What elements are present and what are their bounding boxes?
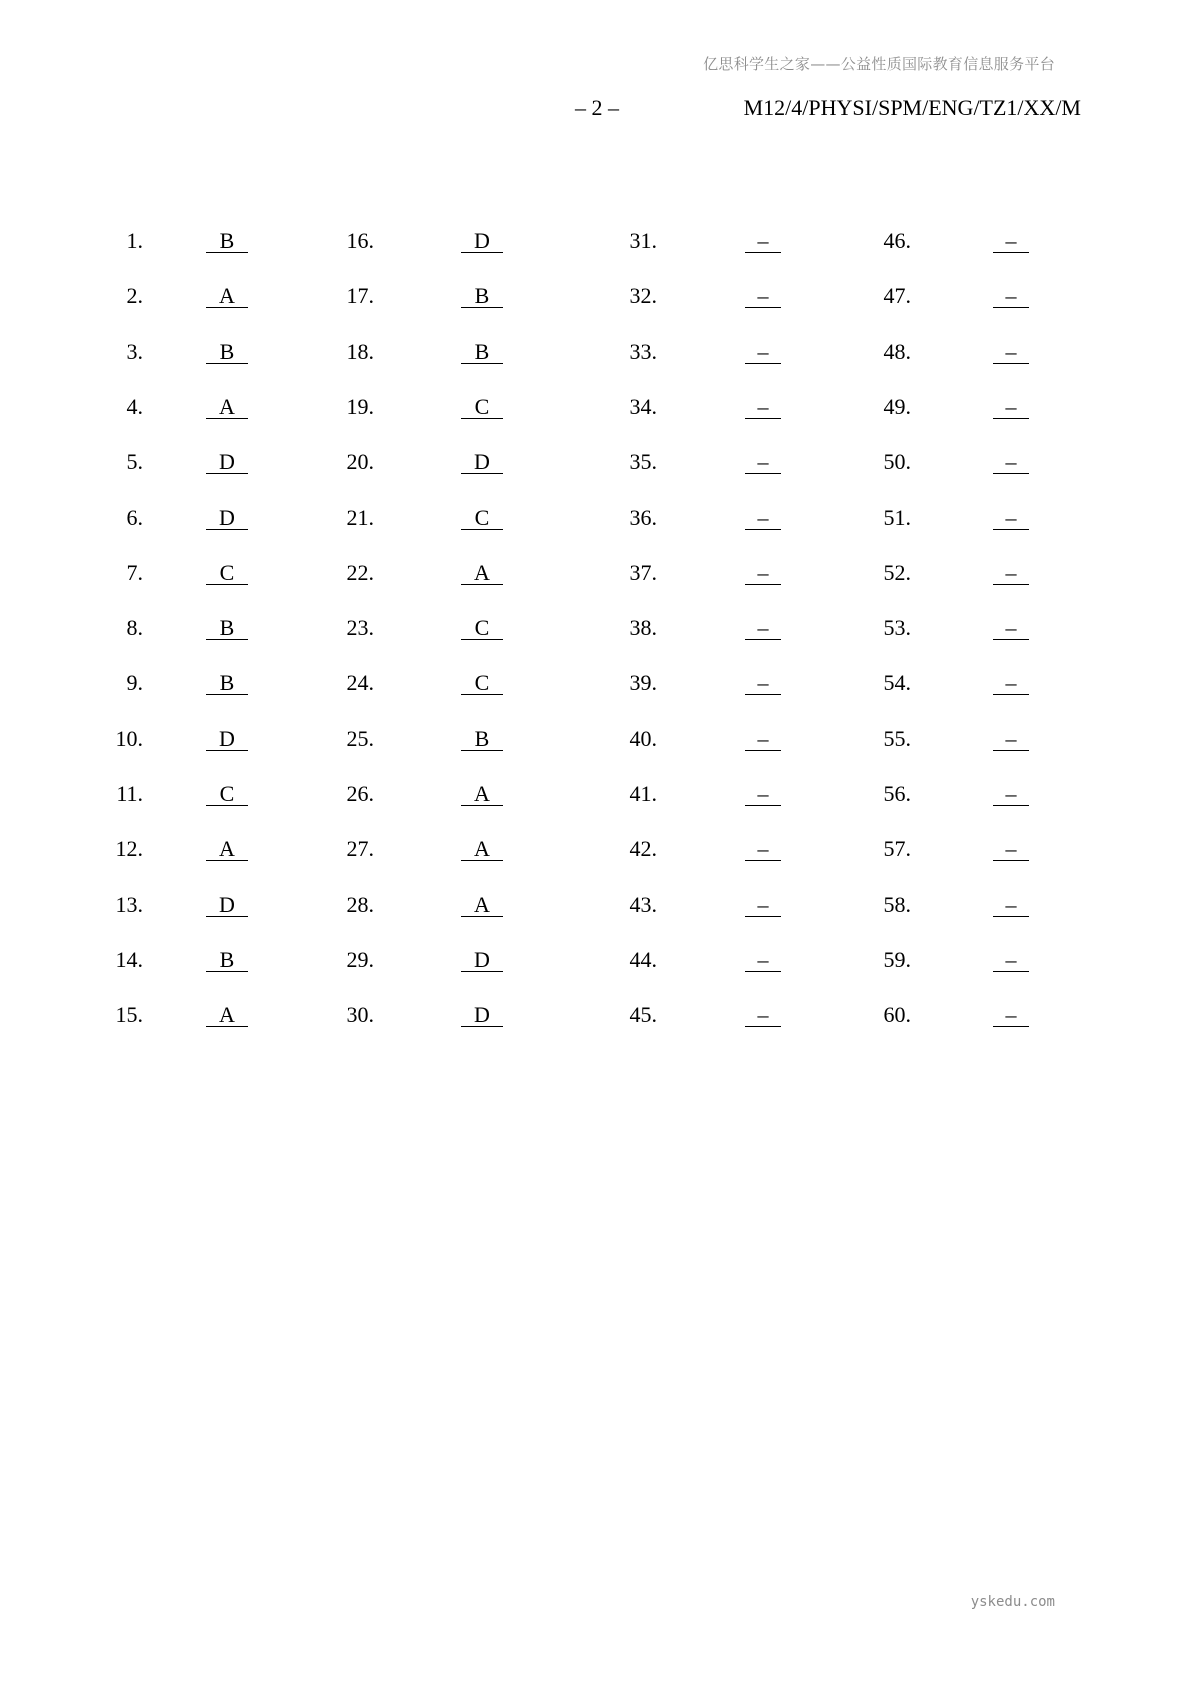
answer-row: [0, 1002, 1191, 1038]
answer-key: A: [206, 836, 248, 861]
answer-key: –: [993, 228, 1029, 253]
answer-key: D: [206, 449, 248, 474]
question-number: 57.: [883, 836, 911, 862]
answer-key: C: [461, 394, 503, 419]
answer-key: –: [993, 394, 1029, 419]
question-number: 41.: [629, 781, 657, 806]
question-number: 3.: [126, 338, 143, 364]
question-number: 28.: [346, 891, 374, 917]
question-number: 8.: [126, 615, 143, 641]
question-number: 23.: [346, 615, 374, 641]
question-number: 55.: [883, 725, 911, 751]
question-number: 50.: [883, 449, 911, 475]
question-number: 39.: [629, 670, 657, 696]
question-number: 49.: [883, 393, 911, 419]
question-number: 26.: [346, 781, 374, 806]
answer-key: D: [206, 505, 248, 530]
answer-key: –: [745, 892, 781, 917]
question-number: 21.: [346, 504, 374, 530]
page-number: – 2 –: [575, 95, 619, 120]
answer-key: –: [745, 283, 781, 308]
question-number: 45.: [629, 1002, 657, 1028]
question-number: 18.: [346, 338, 374, 364]
answer-key: –: [993, 560, 1029, 585]
question-number: 44.: [629, 946, 657, 972]
question-number: 53.: [883, 615, 911, 641]
question-number: 47.: [883, 283, 911, 309]
answer-key: B: [206, 670, 248, 695]
question-number: 43.: [629, 891, 657, 917]
answer-key: –: [745, 781, 781, 806]
question-number: 59.: [883, 946, 911, 972]
question-number: 38.: [629, 615, 657, 641]
answer-key: C: [461, 670, 503, 695]
answer-key: C: [461, 615, 503, 640]
answer-key: –: [745, 1002, 781, 1027]
answer-key: D: [461, 449, 503, 474]
answer-key: –: [745, 670, 781, 695]
question-number: 6.: [126, 504, 143, 530]
question-number: 58.: [883, 891, 911, 917]
question-number: 17.: [346, 283, 374, 309]
question-number: 52.: [883, 559, 911, 585]
answer-key: D: [461, 947, 503, 972]
question-number: 15.: [115, 1002, 143, 1028]
question-number: 2.: [126, 283, 143, 309]
answer-key: A: [461, 892, 503, 917]
answer-key: –: [993, 670, 1029, 695]
answer-key: –: [993, 615, 1029, 640]
answer-key: D: [461, 228, 503, 253]
answer-key: –: [993, 726, 1029, 751]
answer-key: –: [745, 836, 781, 861]
question-number: 22.: [346, 559, 374, 585]
answer-key: B: [206, 228, 248, 253]
answer-key: A: [206, 1002, 248, 1027]
question-number: 40.: [629, 725, 657, 751]
question-number: 36.: [629, 504, 657, 530]
answer-key: A: [461, 560, 503, 585]
answer-row: [0, 726, 1191, 762]
answer-key: –: [745, 449, 781, 474]
answer-row: [0, 283, 1191, 319]
answer-key: –: [993, 947, 1029, 972]
question-number: 32.: [629, 283, 657, 309]
answer-key: B: [461, 283, 503, 308]
question-number: 16.: [346, 228, 374, 253]
answer-key: –: [745, 394, 781, 419]
answer-key: –: [993, 505, 1029, 530]
answer-key: –: [745, 726, 781, 751]
answer-key: C: [206, 560, 248, 585]
question-number: 51.: [883, 504, 911, 530]
question-number: 7.: [126, 559, 143, 585]
answer-row: [0, 339, 1191, 375]
answer-key: –: [745, 505, 781, 530]
question-number: 4.: [126, 393, 143, 419]
answer-key: C: [206, 781, 248, 806]
answer-row: [0, 892, 1191, 928]
answer-key: D: [461, 1002, 503, 1027]
answer-key: B: [461, 339, 503, 364]
question-number: 46.: [883, 228, 911, 253]
question-number: 14.: [115, 946, 143, 972]
answer-row: [0, 836, 1191, 872]
question-number: 10.: [115, 725, 143, 751]
answer-row: [0, 670, 1191, 706]
answer-key: –: [745, 947, 781, 972]
answer-key: A: [206, 283, 248, 308]
question-number: 13.: [115, 891, 143, 917]
answer-row: [0, 615, 1191, 651]
answer-key: B: [461, 726, 503, 751]
question-number: 33.: [629, 338, 657, 364]
question-number: 30.: [346, 1002, 374, 1028]
answer-key: –: [993, 892, 1029, 917]
question-number: 42.: [629, 836, 657, 862]
question-number: 60.: [883, 1002, 911, 1028]
answer-key: B: [206, 339, 248, 364]
answer-row: [0, 394, 1191, 430]
answer-key: A: [206, 394, 248, 419]
question-number: 48.: [883, 338, 911, 364]
answer-row: [0, 781, 1191, 817]
answer-key: –: [993, 1002, 1029, 1027]
answer-key: D: [206, 726, 248, 751]
question-number: 37.: [629, 559, 657, 585]
answer-key: –: [745, 339, 781, 364]
question-number: 1.: [126, 228, 143, 253]
question-number: 25.: [346, 725, 374, 751]
question-number: 35.: [629, 449, 657, 475]
answer-key: –: [993, 449, 1029, 474]
answer-row: [0, 947, 1191, 983]
question-number: 31.: [629, 228, 657, 253]
question-number: 9.: [126, 670, 143, 696]
question-number: 24.: [346, 670, 374, 696]
question-number: 11.: [116, 781, 143, 806]
answer-key: –: [745, 615, 781, 640]
header-watermark: 亿思科学生之家——公益性质国际教育信息服务平台: [703, 55, 1055, 73]
answer-row: [0, 449, 1191, 485]
question-number: 29.: [346, 946, 374, 972]
answer-key: –: [993, 339, 1029, 364]
answer-row: [0, 505, 1191, 541]
document-code: M12/4/PHYSI/SPM/ENG/TZ1/XX/M: [743, 95, 1081, 120]
question-number: 12.: [115, 836, 143, 862]
question-number: 27.: [346, 836, 374, 862]
answer-key: –: [993, 283, 1029, 308]
question-number: 34.: [629, 393, 657, 419]
question-number: 5.: [126, 449, 143, 475]
answer-key: A: [461, 781, 503, 806]
answer-key: –: [745, 560, 781, 585]
answer-key: –: [745, 228, 781, 253]
answer-key: D: [206, 892, 248, 917]
answer-row: [0, 228, 1191, 264]
answer-key: C: [461, 505, 503, 530]
answer-row: [0, 560, 1191, 596]
answer-key: B: [206, 615, 248, 640]
answer-key: B: [206, 947, 248, 972]
question-number: 20.: [346, 449, 374, 475]
answer-key: –: [993, 836, 1029, 861]
question-number: 54.: [883, 670, 911, 696]
question-number: 19.: [346, 393, 374, 419]
question-number: 56.: [883, 781, 911, 806]
answer-key: A: [461, 836, 503, 861]
footer-watermark: yskedu.com: [970, 1594, 1055, 1610]
answer-key: –: [993, 781, 1029, 806]
